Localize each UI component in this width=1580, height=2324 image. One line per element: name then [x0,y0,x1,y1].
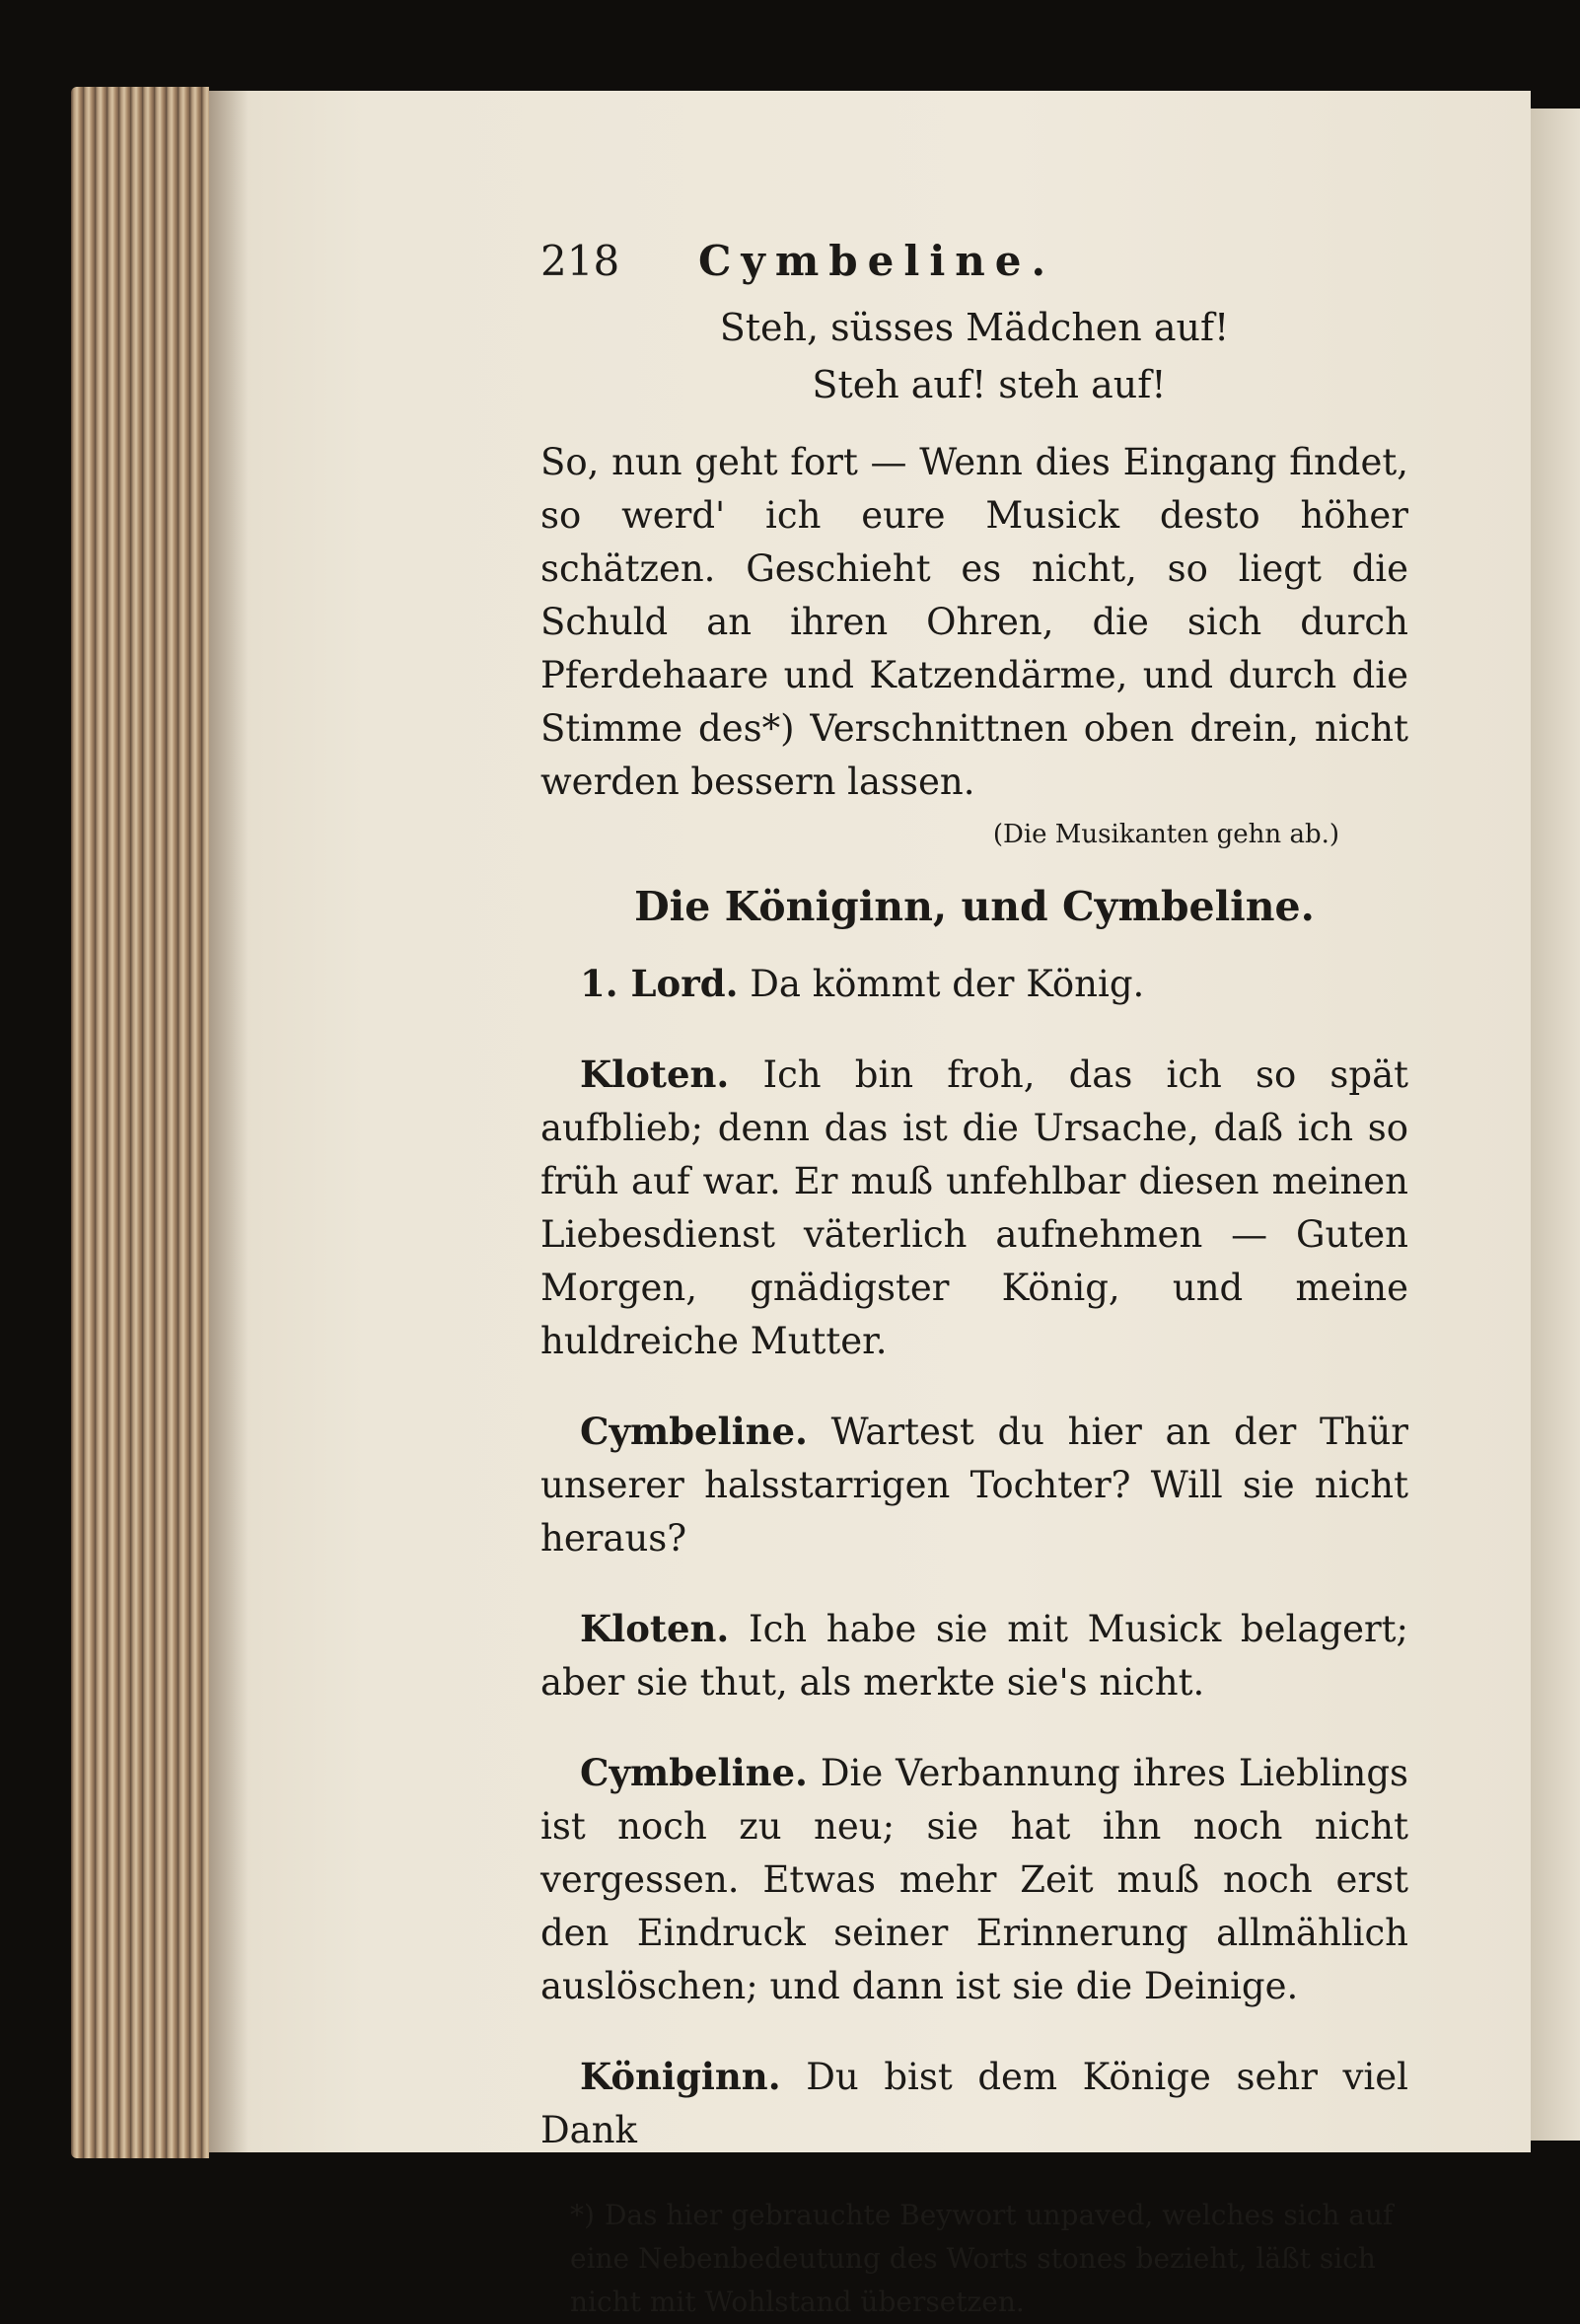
speaker-name: Kloten. [580,1607,730,1650]
page-text [540,237,1408,2324]
speech-text: Ich bin froh, das ich so spät aufblieb; denn das ist die Ursache, daß ich so früh auf war. Er muß unfehlbar diesen meinen Liebesdienst väterlich aufnehmen — Guten Morgen, gnädigster König, und meine huldreiche Mutter. [540,1053,1409,1362]
footnote [540,2194,1408,2324]
speaker-name: Kloten. [580,1053,730,1096]
footnote-marker: *) [570,2199,595,2231]
speech [540,1048,1408,1368]
speech [540,1405,1408,1565]
book-page-edges [71,87,209,2158]
speaker-name: Cymbeline. [580,1410,808,1453]
speech [540,957,1408,1011]
speech [540,1746,1408,2013]
speaker-name: 1. Lord. [580,962,739,1005]
facing-page-edge [1531,109,1580,2141]
gutter-shadow [209,91,249,2152]
running-title: Cymbeline. [698,237,1056,285]
verse-line: Steh, süsses Mädchen auf! [719,306,1230,349]
page-header [540,237,1408,296]
speech-text: Wartest du hier an der Thür unserer halsstarrigen Tochter? Will sie nicht heraus? [540,1411,1408,1560]
speech-text: Die Verbannung ihres Lieblings ist noch zu neu; sie hat ihn noch nicht vergessen. Etwas mehr Zeit muß noch erst den Eindruck seiner Erinnerung allmählich auslöschen; und dann ist sie die Deinige. [540,1752,1408,2007]
verse-line: Steh auf! steh auf! [812,363,1167,406]
speaker-name: Königinn. [580,2055,781,2098]
speech [540,2050,1408,2157]
speech-text: Da kömmt der König. [750,963,1145,1005]
stage-direction: (Die Musikanten gehn ab.) [992,820,1339,849]
page-number: 218 [540,237,620,285]
footnote-text: Das hier gebrauchte Beywort unpaved, welches sich auf eine Nebenbedeutung des Worts stones bezieht, läßt sich nicht mit Wohlstand übersetzen. [570,2199,1394,2318]
speech-text: Ich habe sie mit Musick belagert; aber sie thut, als merkte sie's nicht. [540,1608,1408,1704]
speech-text: Du bist dem Könige sehr viel Dank [540,2056,1408,2151]
prose-paragraph: So, nun geht fort — Wenn dies Eingang findet, so werd' ich eure Musick desto höher schätzen. Geschieht es nicht, so liegt die Schuld an ihren Ohren, die sich durch Pferdehaare und Katzendärme, und durch die Stimme des*) Verschnittnen oben drein, nicht werden bessern lassen. [540,441,1408,803]
speaker-name: Cymbeline. [580,1751,808,1794]
speech [540,1602,1408,1709]
scene-heading: Die Königinn, und Cymbeline. [634,883,1315,930]
